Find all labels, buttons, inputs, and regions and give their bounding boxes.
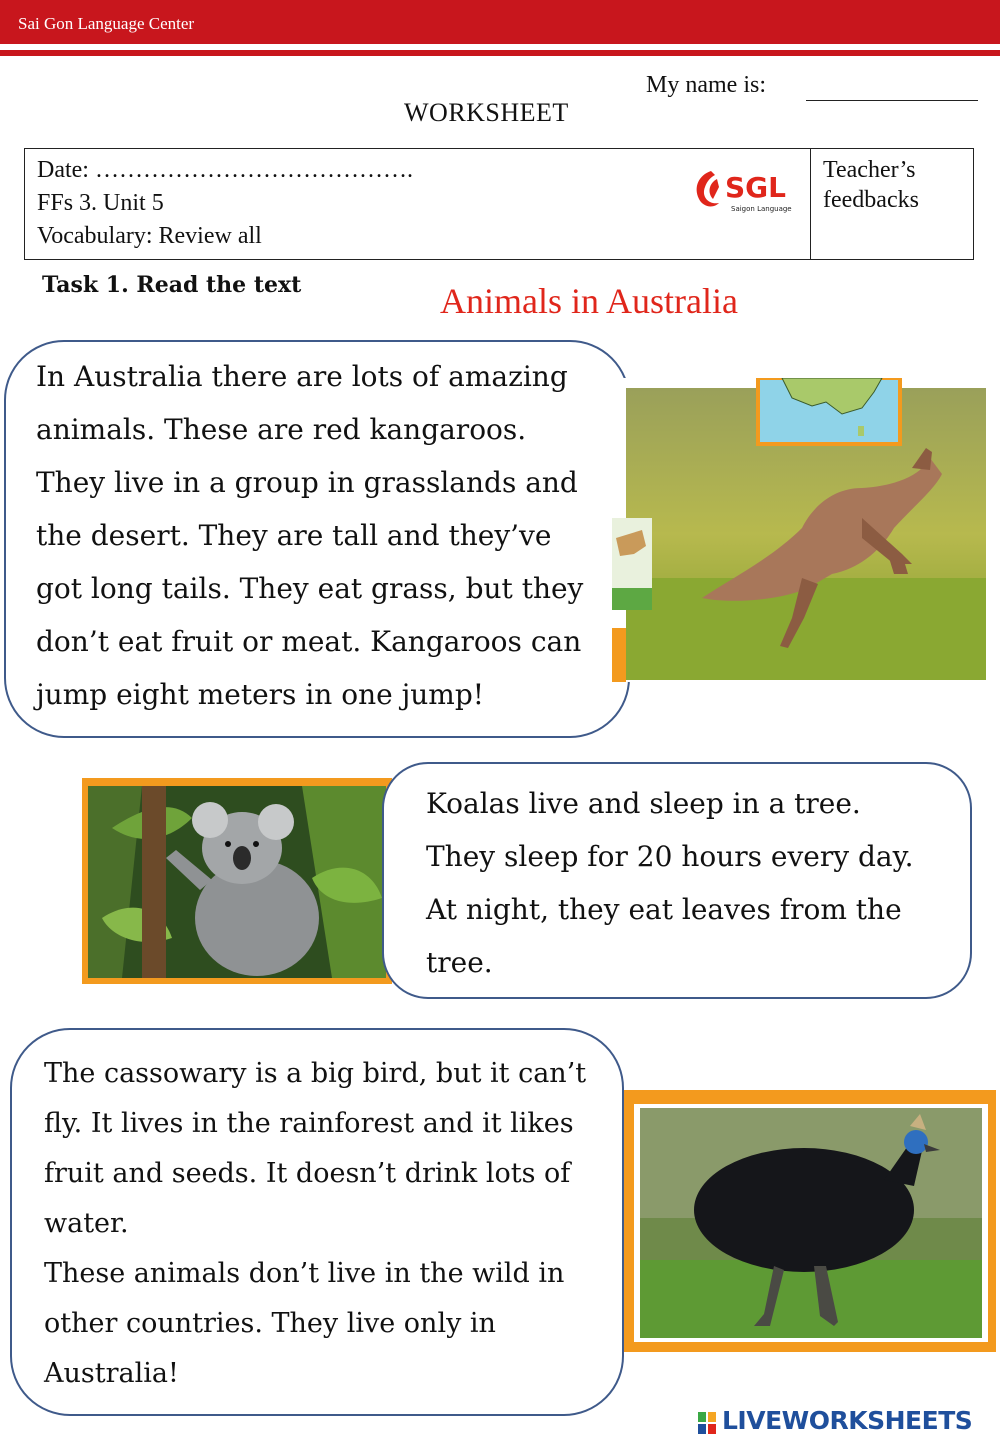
liveworksheets-brand: LIVEWORKSHEETS [722, 1406, 973, 1435]
text-line: These animals don’t live in the wild in [44, 1258, 565, 1289]
text-line: Australia! [44, 1358, 179, 1389]
feedback-divider [810, 149, 811, 259]
cassowary-paragraph [44, 1049, 586, 1399]
sgl-logo [689, 165, 801, 215]
unit-line: FFs 3. Unit 5 [37, 190, 164, 216]
text-line: fruit and seeds. It doesn’t drink lots of [44, 1158, 571, 1189]
text-line: don’t eat fruit or meat. Kangaroos can [36, 625, 582, 658]
header-bar [0, 0, 1000, 44]
text-line: other countries. They live only in [44, 1308, 496, 1339]
org-name: Sai Gon Language Center [18, 14, 195, 33]
text-line: jump eight meters in one jump! [36, 678, 485, 711]
text-line: animals. These are red kangaroos. [36, 413, 527, 446]
header-divider [0, 50, 1000, 56]
reading-headline: Animals in Australia [440, 281, 738, 321]
kangaroo-paragraph [36, 350, 583, 721]
vocabulary-line: Vocabulary: Review all [37, 223, 262, 249]
logo-text: SGL [725, 171, 786, 204]
my-name-label: My name is: [646, 72, 766, 98]
text-line: water. [44, 1208, 129, 1239]
text-line: fly. It lives in the rainforest and it likes [44, 1108, 574, 1139]
text-line: The cassowary is a big bird, but it can’t [44, 1058, 587, 1089]
text-line: Koalas live and sleep in a tree. [426, 787, 861, 820]
text-line: At night, they eat leaves from the [426, 893, 902, 926]
task-label: Task 1. Read the text [42, 272, 302, 298]
koala-paragraph [426, 777, 914, 989]
date-line: Date: …………………………………. [37, 157, 413, 183]
feedback-label-2: feedbacks [823, 187, 919, 213]
text-line: They live in a group in grasslands and [36, 466, 578, 499]
info-box [24, 148, 974, 260]
feedback-label-1: Teacher’s [823, 157, 916, 183]
kangaroo-photo [612, 378, 990, 682]
my-name-field[interactable] [806, 100, 978, 101]
text-line: tree. [426, 946, 493, 979]
cassowary-photo [624, 1090, 996, 1352]
page-title: WORKSHEET [404, 98, 569, 127]
text-line: In Australia there are lots of amazing [36, 360, 568, 393]
text-line: They sleep for 20 hours every day. [426, 840, 914, 873]
text-line: the desert. They are tall and they’ve [36, 519, 552, 552]
text-line: got long tails. They eat grass, but they [36, 572, 584, 605]
logo-subtext: Saigon Language [731, 205, 792, 213]
koala-photo [82, 778, 392, 984]
